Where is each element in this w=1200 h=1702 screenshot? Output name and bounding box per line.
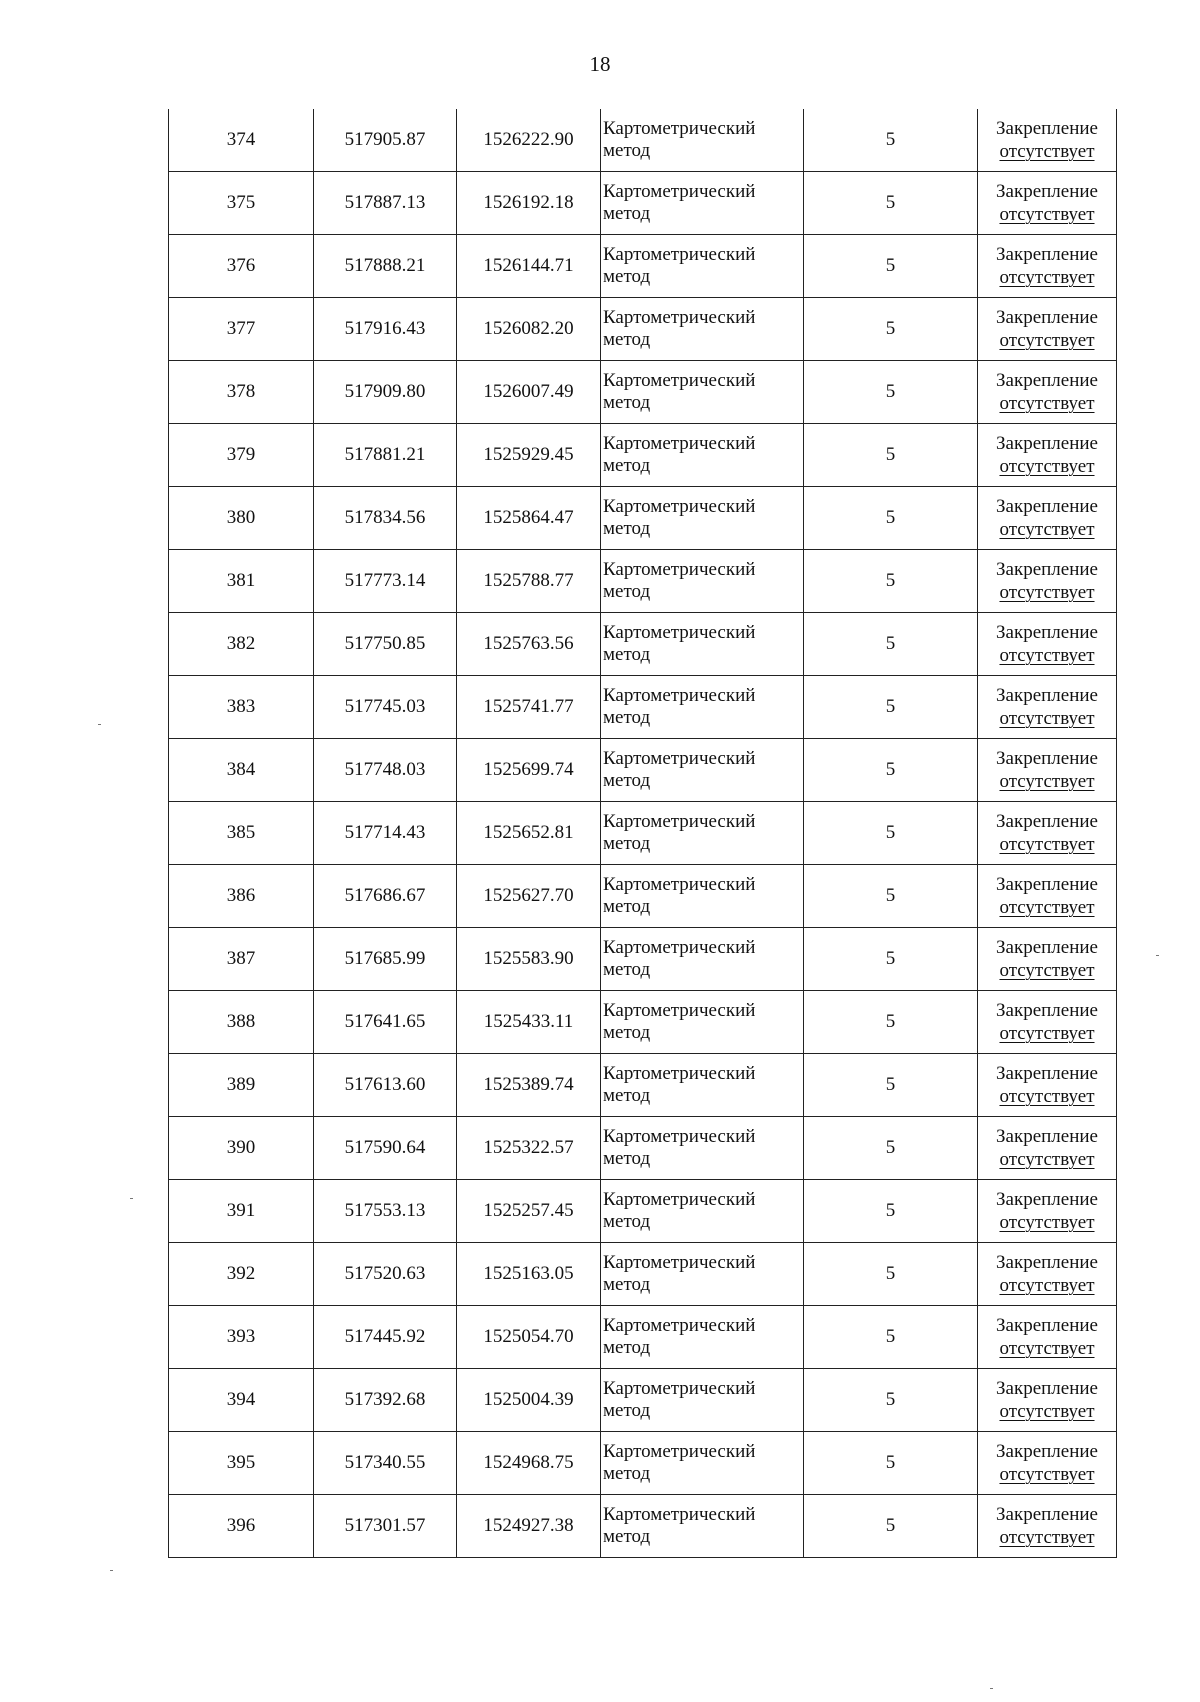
fixing-line-2: отсутствует bbox=[999, 960, 1095, 981]
method-cell bbox=[601, 865, 804, 928]
accuracy-cell: 5 bbox=[804, 1243, 978, 1306]
method-line-2: метод bbox=[603, 203, 651, 224]
method-line-2: метод bbox=[603, 770, 651, 791]
y-coordinate-cell: 1526007.49 bbox=[457, 361, 601, 424]
method-line-1: Картометрический bbox=[603, 1504, 756, 1526]
method-line-1: Картометрический bbox=[603, 811, 756, 833]
method-line-2: метод bbox=[603, 455, 651, 476]
table-row bbox=[169, 1306, 1117, 1369]
y-coordinate-cell: 1526144.71 bbox=[457, 235, 601, 298]
y-coordinate-cell: 1525788.77 bbox=[457, 550, 601, 613]
y-coordinate-cell: 1526082.20 bbox=[457, 298, 601, 361]
fixing-line-2: отсутствует bbox=[999, 204, 1095, 225]
method-line-1: Картометрический bbox=[603, 181, 756, 203]
method-line-2: метод bbox=[603, 518, 651, 539]
method-cell bbox=[601, 550, 804, 613]
fixing-line-1: Закрепление bbox=[996, 1252, 1098, 1274]
method-cell bbox=[601, 424, 804, 487]
method-line-2: метод bbox=[603, 392, 651, 413]
table-row bbox=[169, 172, 1117, 235]
fixing-cell bbox=[978, 424, 1117, 487]
method-line-1: Картометрический bbox=[603, 1252, 756, 1274]
accuracy-cell: 5 bbox=[804, 172, 978, 235]
point-number-cell: 378 bbox=[169, 361, 314, 424]
fixing-line-1: Закрепление bbox=[996, 244, 1098, 266]
method-cell bbox=[601, 235, 804, 298]
table-row bbox=[169, 550, 1117, 613]
point-number-cell: 377 bbox=[169, 298, 314, 361]
method-line-1: Картометрический bbox=[603, 1189, 756, 1211]
point-number-cell: 385 bbox=[169, 802, 314, 865]
fixing-line-1: Закрепление bbox=[996, 1126, 1098, 1148]
method-cell bbox=[601, 991, 804, 1054]
fixing-line-1: Закрепление bbox=[996, 1189, 1098, 1211]
method-cell bbox=[601, 1117, 804, 1180]
accuracy-cell: 5 bbox=[804, 1180, 978, 1243]
fixing-line-1: Закрепление bbox=[996, 1063, 1098, 1085]
fixing-cell bbox=[978, 613, 1117, 676]
method-line-1: Картометрический bbox=[603, 874, 756, 896]
fixing-line-2: отсутствует bbox=[999, 1023, 1095, 1044]
method-cell bbox=[601, 676, 804, 739]
table-row bbox=[169, 991, 1117, 1054]
method-line-1: Картометрический bbox=[603, 685, 756, 707]
table-row bbox=[169, 613, 1117, 676]
x-coordinate-cell: 517520.63 bbox=[314, 1243, 457, 1306]
table-row bbox=[169, 1432, 1117, 1495]
method-cell bbox=[601, 361, 804, 424]
x-coordinate-cell: 517553.13 bbox=[314, 1180, 457, 1243]
method-line-2: метод bbox=[603, 1085, 651, 1106]
x-coordinate-cell: 517613.60 bbox=[314, 1054, 457, 1117]
accuracy-cell: 5 bbox=[804, 991, 978, 1054]
method-line-1: Картометрический bbox=[603, 433, 756, 455]
method-line-1: Картометрический bbox=[603, 244, 756, 266]
point-number-cell: 382 bbox=[169, 613, 314, 676]
fixing-line-2: отсутствует bbox=[999, 1464, 1095, 1485]
y-coordinate-cell: 1524927.38 bbox=[457, 1495, 601, 1558]
page-number: 18 bbox=[589, 52, 611, 76]
method-line-1: Картометрический bbox=[603, 1315, 756, 1337]
method-line-2: метод bbox=[603, 581, 651, 602]
fixing-line-1: Закрепление bbox=[996, 748, 1098, 770]
method-cell bbox=[601, 613, 804, 676]
x-coordinate-cell: 517748.03 bbox=[314, 739, 457, 802]
fixing-cell bbox=[978, 1180, 1117, 1243]
accuracy-cell: 5 bbox=[804, 928, 978, 991]
accuracy-cell: 5 bbox=[804, 1432, 978, 1495]
fixing-line-2: отсутствует bbox=[999, 834, 1095, 855]
y-coordinate-cell: 1525929.45 bbox=[457, 424, 601, 487]
fixing-cell bbox=[978, 1306, 1117, 1369]
method-cell bbox=[601, 928, 804, 991]
accuracy-cell: 5 bbox=[804, 109, 978, 172]
fixing-line-2: отсутствует bbox=[999, 267, 1095, 288]
fixing-line-1: Закрепление bbox=[996, 937, 1098, 959]
method-line-1: Картометрический bbox=[603, 496, 756, 518]
x-coordinate-cell: 517392.68 bbox=[314, 1369, 457, 1432]
accuracy-cell: 5 bbox=[804, 235, 978, 298]
point-number-cell: 394 bbox=[169, 1369, 314, 1432]
method-line-2: метод bbox=[603, 1526, 651, 1547]
fixing-line-2: отсутствует bbox=[999, 393, 1095, 414]
fixing-cell bbox=[978, 1369, 1117, 1432]
method-line-1: Картометрический bbox=[603, 1378, 756, 1400]
x-coordinate-cell: 517909.80 bbox=[314, 361, 457, 424]
point-number-cell: 375 bbox=[169, 172, 314, 235]
fixing-line-2: отсутствует bbox=[999, 582, 1095, 603]
x-coordinate-cell: 517685.99 bbox=[314, 928, 457, 991]
table-row bbox=[169, 1180, 1117, 1243]
method-cell bbox=[601, 1369, 804, 1432]
table-row bbox=[169, 928, 1117, 991]
fixing-cell bbox=[978, 802, 1117, 865]
accuracy-cell: 5 bbox=[804, 424, 978, 487]
table-row bbox=[169, 361, 1117, 424]
y-coordinate-cell: 1525741.77 bbox=[457, 676, 601, 739]
method-cell bbox=[601, 298, 804, 361]
fixing-line-1: Закрепление bbox=[996, 433, 1098, 455]
method-line-1: Картометрический bbox=[603, 1441, 756, 1463]
x-coordinate-cell: 517888.21 bbox=[314, 235, 457, 298]
fixing-cell bbox=[978, 172, 1117, 235]
fixing-line-1: Закрепление bbox=[996, 685, 1098, 707]
point-number-cell: 393 bbox=[169, 1306, 314, 1369]
method-cell bbox=[601, 172, 804, 235]
accuracy-cell: 5 bbox=[804, 676, 978, 739]
accuracy-cell: 5 bbox=[804, 1495, 978, 1558]
method-line-2: метод bbox=[603, 140, 651, 161]
table-row bbox=[169, 802, 1117, 865]
method-line-1: Картометрический bbox=[603, 622, 756, 644]
method-line-2: метод bbox=[603, 1337, 651, 1358]
y-coordinate-cell: 1525763.56 bbox=[457, 613, 601, 676]
table-row bbox=[169, 487, 1117, 550]
point-number-cell: 390 bbox=[169, 1117, 314, 1180]
x-coordinate-cell: 517881.21 bbox=[314, 424, 457, 487]
fixing-cell bbox=[978, 676, 1117, 739]
method-line-2: метод bbox=[603, 266, 651, 287]
y-coordinate-cell: 1525257.45 bbox=[457, 1180, 601, 1243]
fixing-line-2: отсутствует bbox=[999, 897, 1095, 918]
x-coordinate-cell: 517916.43 bbox=[314, 298, 457, 361]
y-coordinate-cell: 1525627.70 bbox=[457, 865, 601, 928]
y-coordinate-cell: 1525864.47 bbox=[457, 487, 601, 550]
point-number-cell: 395 bbox=[169, 1432, 314, 1495]
x-coordinate-cell: 517750.85 bbox=[314, 613, 457, 676]
method-line-1: Картометрический bbox=[603, 559, 756, 581]
point-number-cell: 391 bbox=[169, 1180, 314, 1243]
fixing-line-2: отсутствует bbox=[999, 708, 1095, 729]
point-number-cell: 374 bbox=[169, 109, 314, 172]
table-row bbox=[169, 235, 1117, 298]
method-line-1: Картометрический bbox=[603, 937, 756, 959]
method-cell bbox=[601, 487, 804, 550]
method-line-1: Картометрический bbox=[603, 1126, 756, 1148]
accuracy-cell: 5 bbox=[804, 613, 978, 676]
method-line-2: метод bbox=[603, 644, 651, 665]
point-number-cell: 386 bbox=[169, 865, 314, 928]
table-row bbox=[169, 1243, 1117, 1306]
method-cell bbox=[601, 109, 804, 172]
x-coordinate-cell: 517887.13 bbox=[314, 172, 457, 235]
point-number-cell: 383 bbox=[169, 676, 314, 739]
method-line-2: метод bbox=[603, 959, 651, 980]
point-number-cell: 387 bbox=[169, 928, 314, 991]
point-number-cell: 389 bbox=[169, 1054, 314, 1117]
method-cell bbox=[601, 1054, 804, 1117]
fixing-cell bbox=[978, 1432, 1117, 1495]
accuracy-cell: 5 bbox=[804, 298, 978, 361]
method-cell bbox=[601, 1243, 804, 1306]
y-coordinate-cell: 1525054.70 bbox=[457, 1306, 601, 1369]
y-coordinate-cell: 1525652.81 bbox=[457, 802, 601, 865]
method-line-2: метод bbox=[603, 1274, 651, 1295]
fixing-cell bbox=[978, 1243, 1117, 1306]
accuracy-cell: 5 bbox=[804, 1306, 978, 1369]
table-row bbox=[169, 1495, 1117, 1558]
fixing-line-1: Закрепление bbox=[996, 1000, 1098, 1022]
method-line-2: метод bbox=[603, 1463, 651, 1484]
method-line-1: Картометрический bbox=[603, 1000, 756, 1022]
method-line-1: Картометрический bbox=[603, 307, 756, 329]
fixing-line-1: Закрепление bbox=[996, 874, 1098, 896]
point-number-cell: 392 bbox=[169, 1243, 314, 1306]
table-row bbox=[169, 676, 1117, 739]
table-row bbox=[169, 109, 1117, 172]
x-coordinate-cell: 517745.03 bbox=[314, 676, 457, 739]
accuracy-cell: 5 bbox=[804, 739, 978, 802]
accuracy-cell: 5 bbox=[804, 361, 978, 424]
x-coordinate-cell: 517590.64 bbox=[314, 1117, 457, 1180]
coordinates-table-body bbox=[169, 109, 1117, 1558]
method-cell bbox=[601, 1495, 804, 1558]
fixing-line-1: Закрепление bbox=[996, 622, 1098, 644]
fixing-cell bbox=[978, 298, 1117, 361]
x-coordinate-cell: 517714.43 bbox=[314, 802, 457, 865]
fixing-line-2: отсутствует bbox=[999, 519, 1095, 540]
fixing-line-1: Закрепление bbox=[996, 181, 1098, 203]
method-line-2: метод bbox=[603, 1211, 651, 1232]
method-line-2: метод bbox=[603, 1400, 651, 1421]
fixing-cell bbox=[978, 991, 1117, 1054]
table-row bbox=[169, 739, 1117, 802]
fixing-line-1: Закрепление bbox=[996, 1441, 1098, 1463]
method-line-1: Картометрический bbox=[603, 118, 756, 140]
fixing-line-2: отсутствует bbox=[999, 141, 1095, 162]
fixing-line-2: отсутствует bbox=[999, 1086, 1095, 1107]
method-line-2: метод bbox=[603, 1022, 651, 1043]
y-coordinate-cell: 1525699.74 bbox=[457, 739, 601, 802]
method-cell bbox=[601, 802, 804, 865]
coordinates-table bbox=[168, 109, 1117, 1558]
table-row bbox=[169, 424, 1117, 487]
point-number-cell: 388 bbox=[169, 991, 314, 1054]
fixing-line-2: отсутствует bbox=[999, 1527, 1095, 1548]
fixing-line-2: отсутствует bbox=[999, 1212, 1095, 1233]
x-coordinate-cell: 517445.92 bbox=[314, 1306, 457, 1369]
x-coordinate-cell: 517773.14 bbox=[314, 550, 457, 613]
fixing-cell bbox=[978, 1054, 1117, 1117]
fixing-cell bbox=[978, 487, 1117, 550]
y-coordinate-cell: 1524968.75 bbox=[457, 1432, 601, 1495]
y-coordinate-cell: 1525389.74 bbox=[457, 1054, 601, 1117]
point-number-cell: 396 bbox=[169, 1495, 314, 1558]
method-line-1: Картометрический bbox=[603, 1063, 756, 1085]
accuracy-cell: 5 bbox=[804, 1054, 978, 1117]
fixing-line-2: отсутствует bbox=[999, 456, 1095, 477]
y-coordinate-cell: 1525322.57 bbox=[457, 1117, 601, 1180]
y-coordinate-cell: 1526192.18 bbox=[457, 172, 601, 235]
y-coordinate-cell: 1525433.11 bbox=[457, 991, 601, 1054]
fixing-cell bbox=[978, 739, 1117, 802]
x-coordinate-cell: 517340.55 bbox=[314, 1432, 457, 1495]
accuracy-cell: 5 bbox=[804, 802, 978, 865]
fixing-line-1: Закрепление bbox=[996, 307, 1098, 329]
method-line-1: Картометрический bbox=[603, 370, 756, 392]
fixing-cell bbox=[978, 865, 1117, 928]
method-line-2: метод bbox=[603, 707, 651, 728]
fixing-cell bbox=[978, 928, 1117, 991]
y-coordinate-cell: 1525583.90 bbox=[457, 928, 601, 991]
accuracy-cell: 5 bbox=[804, 865, 978, 928]
table-row bbox=[169, 1054, 1117, 1117]
fixing-line-2: отсутствует bbox=[999, 771, 1095, 792]
method-line-2: метод bbox=[603, 896, 651, 917]
fixing-line-1: Закрепление bbox=[996, 1504, 1098, 1526]
method-cell bbox=[601, 1180, 804, 1243]
x-coordinate-cell: 517641.65 bbox=[314, 991, 457, 1054]
fixing-cell bbox=[978, 550, 1117, 613]
accuracy-cell: 5 bbox=[804, 1369, 978, 1432]
fixing-line-2: отсутствует bbox=[999, 1401, 1095, 1422]
fixing-cell bbox=[978, 235, 1117, 298]
table-row bbox=[169, 865, 1117, 928]
fixing-cell bbox=[978, 109, 1117, 172]
fixing-line-1: Закрепление bbox=[996, 370, 1098, 392]
point-number-cell: 384 bbox=[169, 739, 314, 802]
fixing-line-1: Закрепление bbox=[996, 496, 1098, 518]
x-coordinate-cell: 517834.56 bbox=[314, 487, 457, 550]
y-coordinate-cell: 1526222.90 bbox=[457, 109, 601, 172]
fixing-cell bbox=[978, 1495, 1117, 1558]
fixing-line-1: Закрепление bbox=[996, 811, 1098, 833]
point-number-cell: 380 bbox=[169, 487, 314, 550]
fixing-line-1: Закрепление bbox=[996, 1378, 1098, 1400]
table-row bbox=[169, 1117, 1117, 1180]
fixing-line-1: Закрепление bbox=[996, 1315, 1098, 1337]
method-cell bbox=[601, 739, 804, 802]
accuracy-cell: 5 bbox=[804, 550, 978, 613]
method-cell bbox=[601, 1432, 804, 1495]
point-number-cell: 379 bbox=[169, 424, 314, 487]
x-coordinate-cell: 517905.87 bbox=[314, 109, 457, 172]
fixing-line-2: отсутствует bbox=[999, 1149, 1095, 1170]
x-coordinate-cell: 517301.57 bbox=[314, 1495, 457, 1558]
table-row bbox=[169, 1369, 1117, 1432]
fixing-line-2: отсутствует bbox=[999, 1338, 1095, 1359]
accuracy-cell: 5 bbox=[804, 487, 978, 550]
method-line-1: Картометрический bbox=[603, 748, 756, 770]
x-coordinate-cell: 517686.67 bbox=[314, 865, 457, 928]
fixing-line-2: отсутствует bbox=[999, 330, 1095, 351]
method-line-2: метод bbox=[603, 1148, 651, 1169]
y-coordinate-cell: 1525163.05 bbox=[457, 1243, 601, 1306]
fixing-cell bbox=[978, 1117, 1117, 1180]
point-number-cell: 376 bbox=[169, 235, 314, 298]
fixing-line-1: Закрепление bbox=[996, 118, 1098, 140]
method-cell bbox=[601, 1306, 804, 1369]
fixing-line-2: отсутствует bbox=[999, 645, 1095, 666]
fixing-cell bbox=[978, 361, 1117, 424]
table-row bbox=[169, 298, 1117, 361]
method-line-2: метод bbox=[603, 833, 651, 854]
y-coordinate-cell: 1525004.39 bbox=[457, 1369, 601, 1432]
fixing-line-2: отсутствует bbox=[999, 1275, 1095, 1296]
fixing-line-1: Закрепление bbox=[996, 559, 1098, 581]
point-number-cell: 381 bbox=[169, 550, 314, 613]
method-line-2: метод bbox=[603, 329, 651, 350]
accuracy-cell: 5 bbox=[804, 1117, 978, 1180]
